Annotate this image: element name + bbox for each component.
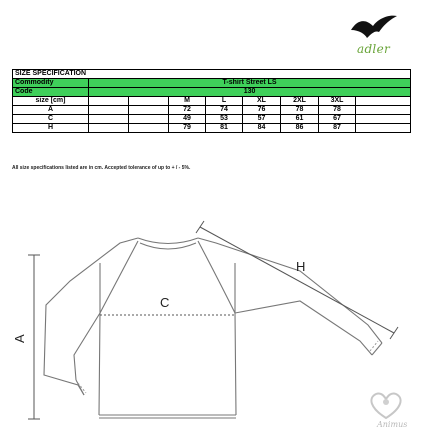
value-cell: 72 [169,106,206,115]
value-cell: 78 [281,106,319,115]
value-cell: 84 [243,124,281,133]
value-cell: 57 [243,115,281,124]
measure-h [196,221,398,339]
empty-cell [356,115,411,124]
value-cell [129,115,169,124]
size-header-row [13,97,411,106]
row-label: A [13,106,89,115]
label-a: A [12,334,27,343]
row-label: C [13,115,89,124]
size-header-cell: XL [243,97,281,106]
label-c: C [160,295,170,310]
commodity-value: T-shirt Street LS [89,79,411,88]
animus-watermark [360,388,420,434]
garment-diagram [0,205,422,439]
value-cell [129,106,169,115]
value-cell [129,124,169,133]
empty-cell [356,106,411,115]
size-header-cell [89,97,129,106]
value-cell: 78 [319,106,356,115]
value-cell: 76 [243,106,281,115]
value-cell: 81 [206,124,243,133]
value-cell [89,106,129,115]
label-h: H [296,259,306,274]
commodity-label: Commodity [13,79,89,88]
spec-title: SIZE SPECIFICATION [13,70,411,79]
size-header-cell: L [206,97,243,106]
size-header-cell: 3XL [319,97,356,106]
table-row [13,115,411,124]
code-value: 130 [89,88,411,97]
animus-logo-icon [366,388,406,422]
size-header-cell: M [169,97,206,106]
code-label: Code [13,88,89,97]
bird-icon [349,12,399,42]
size-spec-table [12,69,411,133]
value-cell [89,124,129,133]
cuff-stitching [78,341,378,393]
empty-cell [356,97,411,106]
value-cell: 79 [169,124,206,133]
table-row [13,124,411,133]
shirt-outline [44,238,382,418]
value-cell: 53 [206,115,243,124]
watermark-text: Animus [377,420,408,429]
size-header-cell: 2XL [281,97,319,106]
value-cell: 61 [281,115,319,124]
empty-cell [356,124,411,133]
logo-text: adler [357,42,391,56]
adler-logo [343,12,409,62]
row-label: H [13,124,89,133]
value-cell: 67 [319,115,356,124]
value-cell: 87 [319,124,356,133]
size-header-label: size [cm] [13,97,89,106]
size-header-cell [129,97,169,106]
value-cell: 86 [281,124,319,133]
value-cell: 49 [169,115,206,124]
measure-a [28,255,40,419]
tolerance-note: All size specifications listed are in cm. Accepted tolerance of up to + / - 5%. [12,165,191,171]
value-cell: 74 [206,106,243,115]
value-cell [89,115,129,124]
table-row [13,106,411,115]
